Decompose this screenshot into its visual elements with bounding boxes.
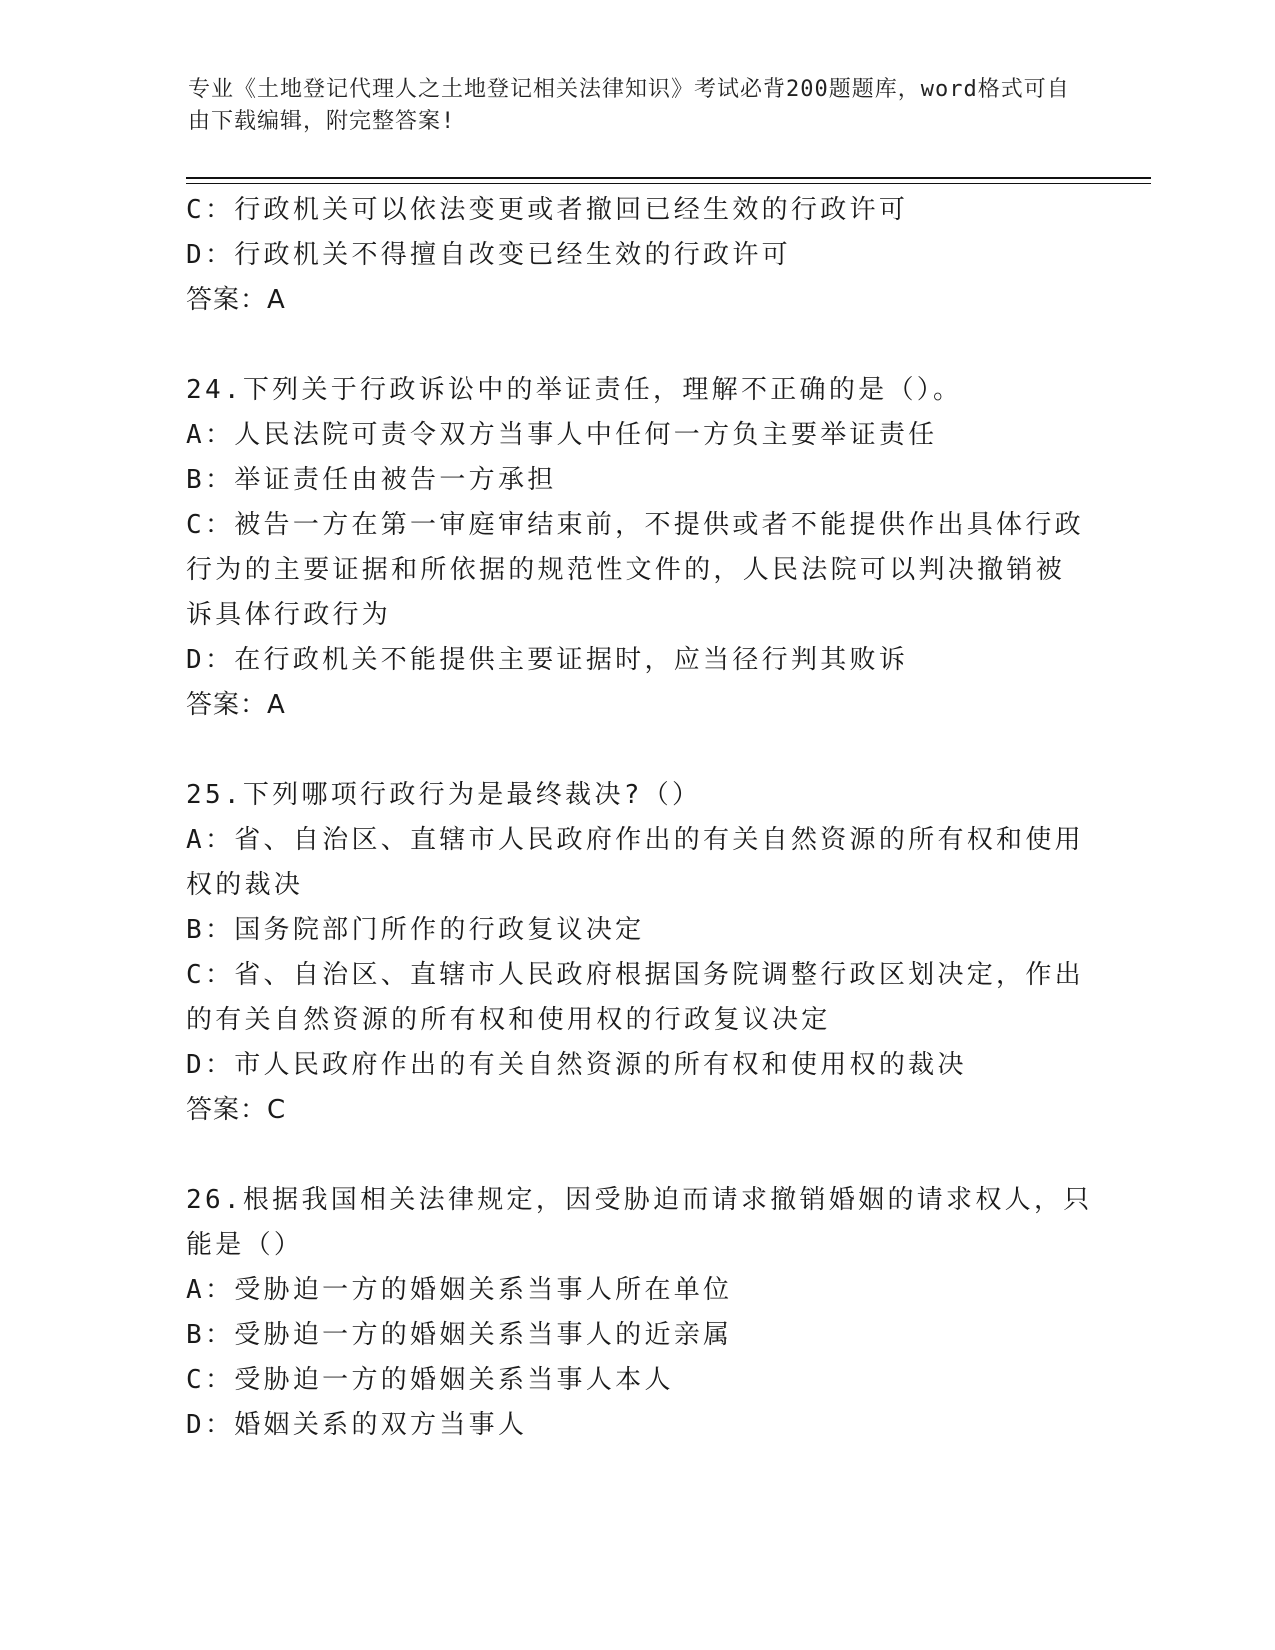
- option-c: C：受胁迫一方的婚姻关系当事人本人: [186, 1365, 674, 1395]
- option-b: B：国务院部门所作的行政复议决定: [186, 915, 645, 945]
- option-c: C：被告一方在第一审庭审结束前，不提供或者不能提供作出具体行政: [186, 510, 1084, 540]
- option-d: D：市人民政府作出的有关自然资源的所有权和使用权的裁决: [186, 1050, 967, 1080]
- question-stem: 24.下列关于行政诉讼中的举证责任，理解不正确的是（）。: [186, 375, 963, 405]
- answer: 答案：C: [186, 1095, 287, 1125]
- question-26: [186, 1178, 1093, 1448]
- option-c: C：行政机关可以依法变更或者撤回已经生效的行政许可: [186, 195, 909, 225]
- question-stem: 26.根据我国相关法律规定，因受胁迫而请求撤销婚姻的请求权人，只: [186, 1185, 1093, 1215]
- option-b: B：举证责任由被告一方承担: [186, 465, 557, 495]
- header-rule-thin: [186, 183, 1151, 184]
- header-rule-thick: [186, 177, 1151, 179]
- answer: 答案：A: [186, 285, 286, 315]
- question-stem-continued: 能是（）: [186, 1230, 304, 1260]
- option-c-continued: 的有关自然资源的所有权和使用权的行政复议决定: [186, 1005, 831, 1035]
- question-23-continued: [186, 188, 1086, 323]
- option-c: C：省、自治区、直辖市人民政府根据国务院调整行政区划决定，作出: [186, 960, 1084, 990]
- option-d: D：行政机关不得擅自改变已经生效的行政许可: [186, 240, 791, 270]
- option-c-continued: 行为的主要证据和所依据的规范性文件的，人民法院可以判决撤销被: [186, 555, 1066, 585]
- option-a: A：省、自治区、直辖市人民政府作出的有关自然资源的所有权和使用: [186, 825, 1084, 855]
- option-a-continued: 权的裁决: [186, 870, 304, 900]
- question-content: [186, 188, 1093, 1448]
- option-a: A：人民法院可责令双方当事人中任何一方负主要举证责任: [186, 420, 938, 450]
- option-b: B：受胁迫一方的婚姻关系当事人的近亲属: [186, 1320, 733, 1350]
- option-d: D：婚姻关系的双方当事人: [186, 1410, 528, 1440]
- question-25: [186, 773, 1086, 1133]
- question-24: [186, 368, 1086, 728]
- option-d: D：在行政机关不能提供主要证据时，应当径行判其败诉: [186, 645, 909, 675]
- document-header: 专业《土地登记代理人之土地登记相关法律知识》考试必背200题题库，word格式可自由下载编辑，附完整答案!: [188, 77, 1070, 134]
- option-c-continued: 诉具体行政行为: [186, 600, 392, 630]
- answer: 答案：A: [186, 690, 286, 720]
- option-a: A：受胁迫一方的婚姻关系当事人所在单位: [186, 1275, 733, 1305]
- question-stem: 25.下列哪项行政行为是最终裁决?（）: [186, 780, 702, 810]
